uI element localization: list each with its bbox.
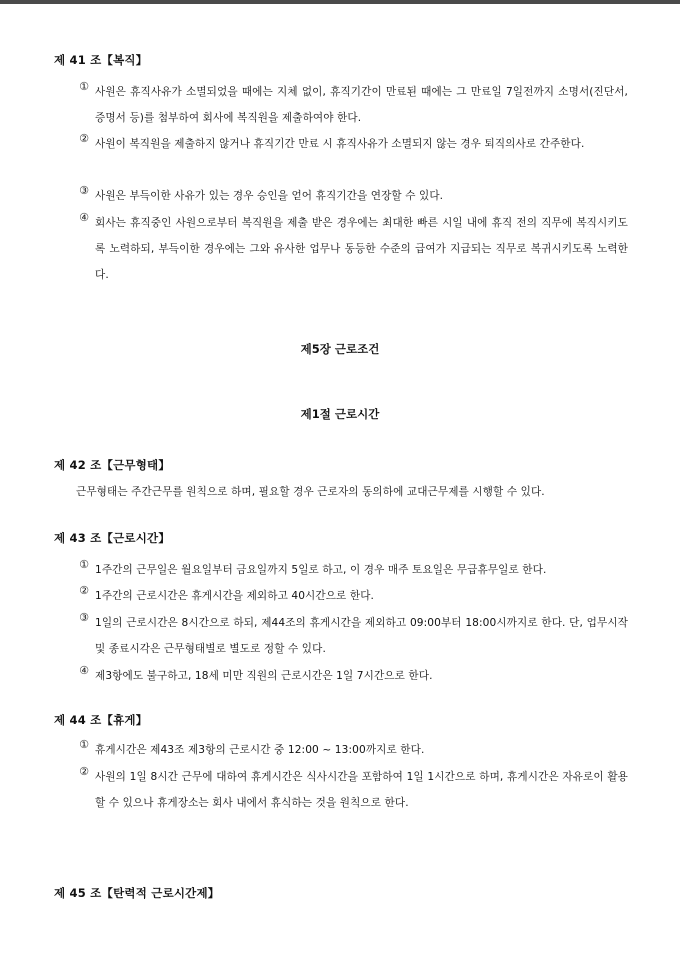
item-marker: ③ [79, 611, 89, 624]
article-43-item-2 [76, 583, 628, 609]
article-41-title: 제 41 조【복직】 [54, 53, 148, 67]
article-42-paragraph: 근무형태는 주간근무를 원칙으로 하며, 필요할 경우 근로자의 동의하에 교대근무제를 시행할 수 있다. [76, 486, 545, 498]
article-44-item-1 [76, 737, 628, 763]
item-text: 제3항에도 불구하고, 18세 미만 직원의 근로시간은 1일 7시간으로 한다. [95, 670, 433, 682]
item-text: 1주간의 근로시간은 휴게시간을 제외하고 40시간으로 한다. [95, 590, 374, 602]
item-text: 사원은 부득이한 사유가 있는 경우 승인을 얻어 휴직기간을 연장할 수 있다. [95, 190, 444, 202]
section-heading: 제1절 근로시간 [300, 407, 380, 421]
item-text: 사원은 휴직사유가 소멸되었을 때에는 지체 없이, 휴직기간이 만료된 때에는 그 만료일 7일전까지 소명서(진단서, 증명서 등)를 첨부하여 회사에 복직원을 제출하여야 한다. [95, 86, 628, 124]
item-marker: ② [79, 132, 89, 145]
article-43-item-3 [76, 610, 628, 662]
chapter-heading: 제5장 근로조건 [300, 342, 380, 356]
item-marker: ① [79, 80, 89, 93]
article-43-item-1 [76, 557, 628, 583]
article-44-item-2 [76, 764, 628, 816]
item-text: 사원의 1일 8시간 근무에 대하여 휴게시간은 식사시간을 포함하여 1일 1시간으로 하며, 휴게시간은 자유로이 활용할 수 있으나 휴게장소는 회사 내에서 휴식하는 것을 원칙으로 한다. [95, 771, 628, 809]
article-41-item-4 [76, 210, 628, 288]
page-top-rule [0, 0, 680, 4]
article-42-title: 제 42 조【근무형태】 [54, 458, 171, 472]
item-text: 1일의 근로시간은 8시간으로 하되, 제44조의 휴게시간을 제외하고 09:00부터 18:00시까지로 한다. 단, 업무시작 및 종료시각은 근무형태별로 별도로 정할 수 있다. [95, 617, 628, 655]
item-text: 사원이 복직원을 제출하지 않거나 휴직기간 만료 시 휴직사유가 소멸되지 않는 경우 퇴직의사로 간주한다. [95, 138, 585, 150]
item-marker: ① [79, 738, 89, 751]
article-44-title: 제 44 조【휴게】 [54, 713, 148, 727]
article-43-item-4 [76, 663, 628, 689]
item-text: 회사는 휴직중인 사원으로부터 복직원을 제출 받은 경우에는 최대한 빠른 시일 내에 휴직 전의 직무에 복직시키도록 노력하되, 부득이한 경우에는 그와 유사한 업무나 동등한 수준의 급여가 지급되는 직무로 복귀시키도록 노력한다. [95, 217, 628, 281]
item-text: 1주간의 근무일은 월요일부터 금요일까지 5일로 하고, 이 경우 매주 토요일은 무급휴무일로 한다. [95, 564, 547, 576]
item-marker: ② [79, 584, 89, 597]
article-41-item-3 [76, 183, 628, 209]
article-41-item-1 [76, 79, 628, 131]
article-43-title: 제 43 조【근로시간】 [54, 531, 171, 545]
item-marker: ① [79, 558, 89, 571]
item-marker: ② [79, 765, 89, 778]
article-45-title: 제 45 조【탄력적 근로시간제】 [54, 886, 220, 900]
item-marker: ③ [79, 184, 89, 197]
item-marker: ④ [79, 664, 89, 677]
article-41-item-2 [76, 131, 628, 157]
item-text: 휴게시간은 제43조 제3항의 근로시간 중 12:00 ~ 13:00까지로 한다. [95, 744, 425, 756]
item-marker: ④ [79, 211, 89, 224]
